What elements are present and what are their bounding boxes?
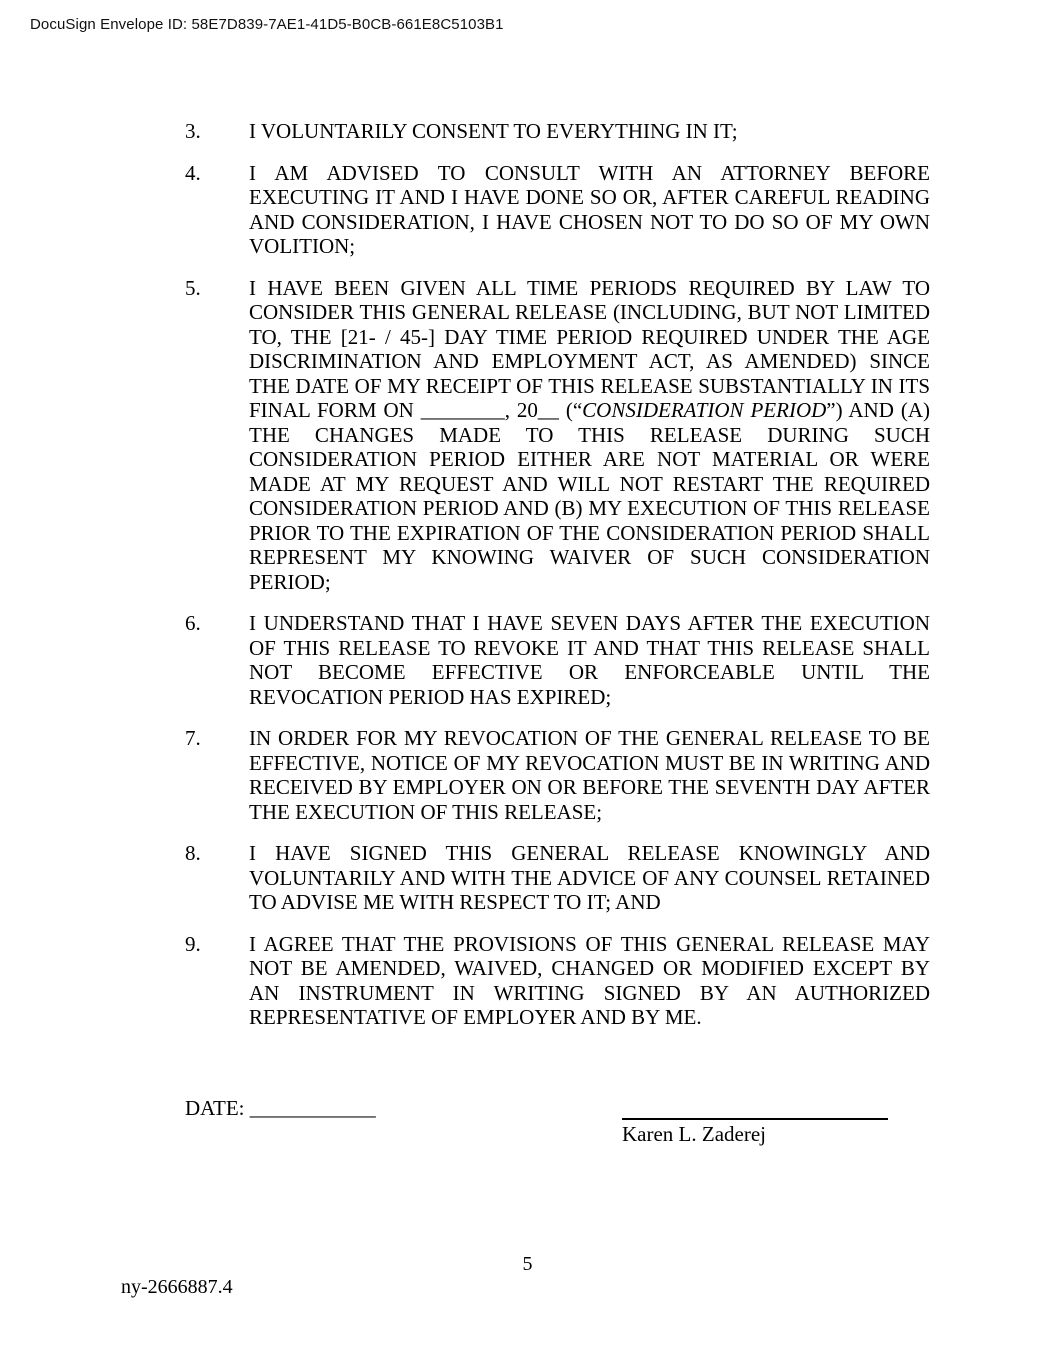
item-number: 7. (185, 726, 201, 750)
item-text-segment: ”) AND (A) THE CHANGES MADE TO THIS RELEASE DURING SUCH CONSIDERATION PERIOD EITHER ARE NOT MATERIAL OR WERE MADE AT MY REQUEST AND WILL NOT RESTART THE REQUIRED CONSIDERATION PERIOD AND (B) MY EXECUTION OF THIS RELEASE PRIOR TO THE EXPIRATION OF THE CONSIDERATION PERIOD SHALL REPRESENT MY KNOWING WAIVER OF SUCH CONSIDERATION PERIOD; (249, 398, 930, 594)
signature-line (622, 1096, 888, 1120)
item-number: 9. (185, 931, 201, 956)
release-clauses-list (185, 119, 930, 1030)
date-label: DATE: (185, 1096, 245, 1120)
signature-block (622, 1096, 888, 1147)
item-number: 5. (185, 275, 201, 300)
docusign-envelope-id: DocuSign Envelope ID: 58E7D839-7AE1-41D5-B0CB-661E8C5103B1 (30, 16, 504, 33)
date-line (185, 1096, 376, 1121)
item-text: IN ORDER FOR MY REVOCATION OF THE GENERAL RELEASE TO BE EFFECTIVE, NOTICE OF MY REVOCATION MUST BE IN WRITING AND RECEIVED BY EMPLOYER ON OR BEFORE THE SEVENTH DAY AFTER THE EXECUTION OF THIS RELEASE; (249, 726, 930, 824)
item-text-segment: I HAVE BEEN GIVEN ALL TIME PERIODS REQUIRED BY LAW TO CONSIDER THIS GENERAL RELEASE (INCLUDING, BUT NOT LIMITED TO, THE [21- / 45-] DAY TIME PERIOD REQUIRED UNDER THE AGE DISCRIMINATION AND EMPLOYMENT ACT, AS AMENDED) SINCE THE DATE OF MY RECEIPT OF THIS RELEASE SUBSTANTIALLY IN ITS FINAL FORM ON (249, 275, 930, 422)
release-item-6 (185, 611, 930, 709)
item-text: I AM ADVISED TO CONSULT WITH AN ATTORNEY BEFORE EXECUTING IT AND I HAVE DONE SO OR, AFTER CAREFUL READING AND CONSIDERATION, I HAVE CHOSEN NOT TO DO SO OF MY OWN VOLITION; (249, 160, 930, 258)
consideration-date-blank: ________ (420, 398, 505, 422)
item-text: I VOLUNTARILY CONSENT TO EVERYTHING IN IT; (249, 119, 738, 143)
release-item-7 (185, 726, 930, 824)
item-number: 8. (185, 841, 201, 865)
release-item-5 (185, 276, 930, 595)
document-reference-number: ny-2666887.4 (121, 1276, 233, 1298)
page-number: 5 (522, 1253, 533, 1275)
release-item-3 (185, 119, 930, 144)
item-number: 4. (185, 160, 201, 185)
date-blank-field: ____________ (249, 1096, 376, 1120)
defined-term-consideration-period: CONSIDERATION PERIOD (582, 398, 827, 422)
release-item-4 (185, 161, 930, 259)
release-item-8 (185, 841, 930, 915)
item-text: I HAVE SIGNED THIS GENERAL RELEASE KNOWINGLY AND VOLUNTARILY AND WITH THE ADVICE OF ANY COUNSEL RETAINED TO ADVISE ME WITH RESPECT TO IT; AND (249, 841, 930, 914)
item-text-segment: , 20__ (“ (504, 398, 583, 422)
item-text (249, 276, 930, 595)
item-number: 6. (185, 611, 201, 635)
item-text: I UNDERSTAND THAT I HAVE SEVEN DAYS AFTER THE EXECUTION OF THIS RELEASE TO REVOKE IT AND THAT THIS RELEASE SHALL NOT BECOME EFFECTIVE OR ENFORCEABLE UNTIL THE REVOCATION PERIOD HAS EXPIRED; (249, 611, 930, 709)
signatory-name: Karen L. Zaderej (622, 1122, 766, 1146)
release-item-9 (185, 932, 930, 1030)
item-text: I AGREE THAT THE PROVISIONS OF THIS GENERAL RELEASE MAY NOT BE AMENDED, WAIVED, CHANGED OR MODIFIED EXCEPT BY AN INSTRUMENT IN WRITING SIGNED BY AN AUTHORIZED REPRESENTATIVE OF EMPLOYER AND BY ME. (249, 931, 930, 1029)
item-number: 3. (185, 119, 201, 143)
